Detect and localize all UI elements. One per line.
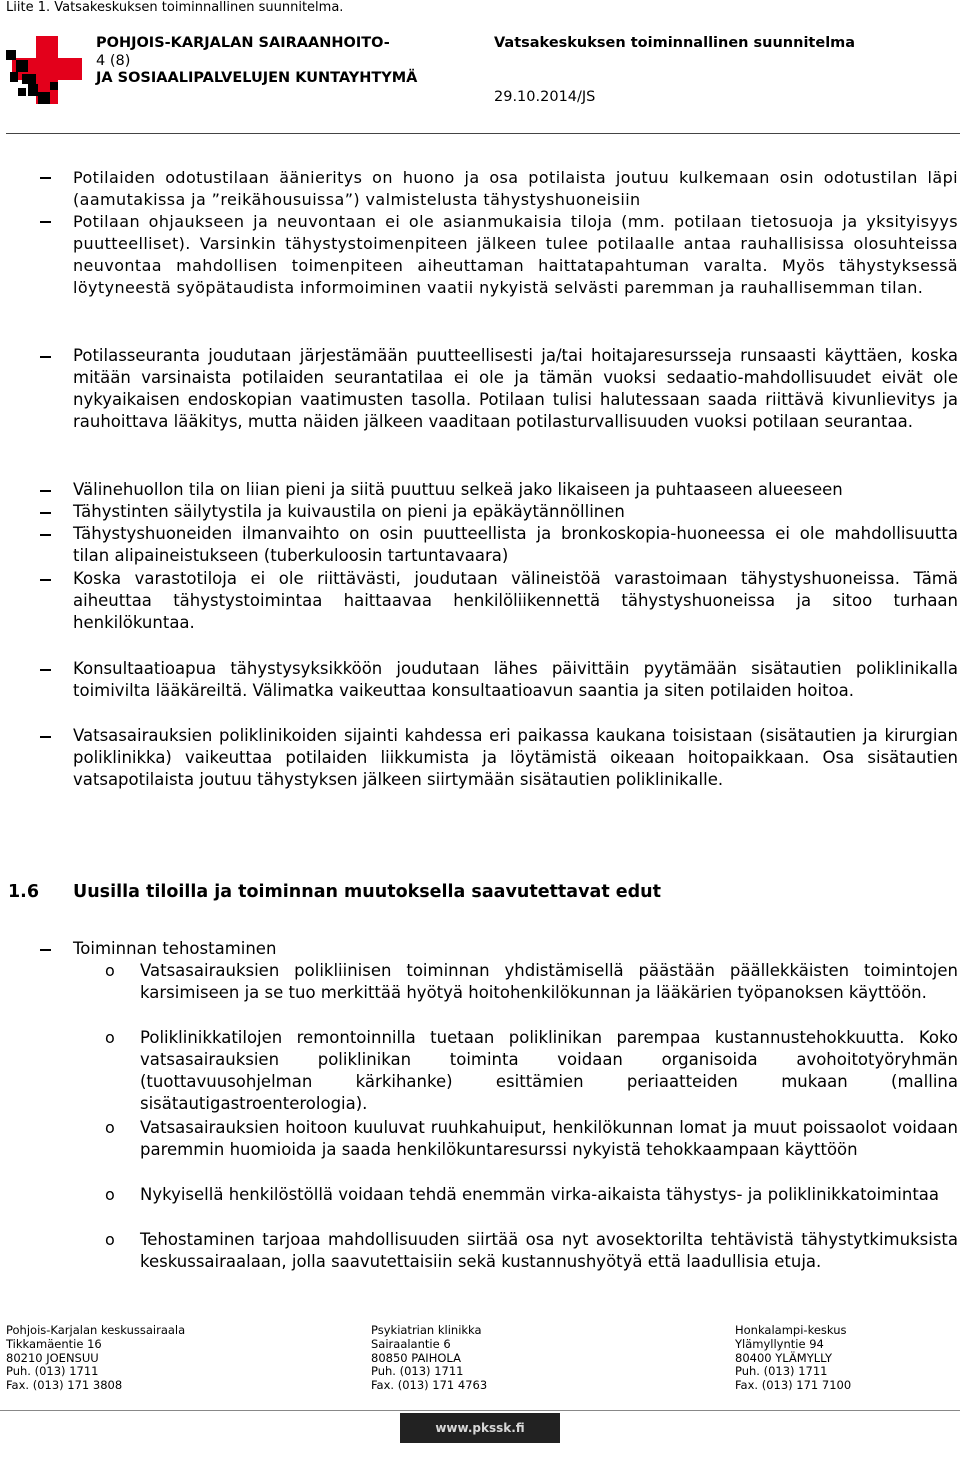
- dash-bullet: [40, 579, 51, 581]
- footer-line: Fax. (013) 171 7100: [735, 1378, 852, 1393]
- list-item: Potilaan ohjaukseen ja neuvontaan ei ole asianmukaisia tiloja (mm. potilaan tietosuoja ja yksityisyys puutteelliset). Varsinkin tähystystoimenpiteen jälkeen tulee potilaalle antaa rauhallisissa olosuhteissa neuvontaa mahdollisen toimenpiteen aiheuttaman haittatapahtuman varalta. Myös tähystyksessä löytyneestä syöpätaudista informoiminen vaatii nykyistä selvästi paremman ja rauhallisemman tilan.: [73, 212, 958, 297]
- footer-line: Ylämyllyntie 94: [735, 1336, 824, 1351]
- dash-bullet: [40, 490, 51, 492]
- dash-bullet: [40, 356, 51, 358]
- list-item: Potilaiden odotustilaan äänieritys on huono ja osa potilaista joutuu kulkemaan osin odotustilan läpi (aamutakissa ja ”reikähousuissa”) valmistelusta tähystyshuoneisiin: [73, 168, 958, 209]
- circle-bullet: o: [105, 961, 115, 980]
- sub-list-item: Vatsasairauksien hoitoon kuuluvat ruuhkahuiput, henkilökunnan lomat ja muut poissaolot voidaan paremmin huomioida ja saada henkilökuntaresurssi nykyistä tehokkaampaan käyttöön: [140, 1118, 958, 1159]
- section-number: 1.6: [8, 882, 40, 902]
- list-item: Potilasseuranta joudutaan järjestämään puutteellisesti ja/tai hoitajaresursseja runsaasti käyttäen, koska mitään varsinaista potilaiden seurantatilaa ei ole ja tämän vuoksi sedaatio-mahdollisuudet eivät ole nykyaikaisen endoskopian vaatimusten tasolla. Potilaan tulisi halutessaan saada riittävä kivunlievitys ja rauhoittava lääkitys, mutta näiden jälkeen vaaditaan potilasturvallisuuden vuoksi potilaan seurantaa.: [73, 346, 958, 431]
- footer-line: Fax. (013) 171 3808: [6, 1378, 123, 1393]
- list-item: Tähystinten säilytystila ja kuivaustila on pieni ja epäkäytännöllinen: [73, 502, 625, 521]
- footer-line: Sairaalantie 6: [371, 1336, 451, 1351]
- website-link[interactable]: www.pkssk.fi: [400, 1413, 560, 1443]
- dash-bullet: [40, 177, 51, 179]
- appendix-label: Liite 1. Vatsakeskuksen toiminnallinen suunnitelma.: [6, 0, 344, 15]
- dash-bullet: [40, 534, 51, 536]
- list-item: Vatsasairauksien poliklinikoiden sijainti kahdessa eri paikassa kaukana toisistaan (sisätautien ja kirurgian poliklinikka) vaikeuttaa potilaiden liikkumista ja löytämistä oikeaan hoitopaikkaan. Osa sisätautien vatsapotilaista joutuu tähystyksen jälkeen siirtymään sisätautien poliklinikalle.: [73, 726, 958, 789]
- footer-line: Pohjois-Karjalan keskussairaala: [6, 1323, 186, 1337]
- sub-list-item: Vatsasairauksien polikliinisen toiminnan yhdistämisellä päästään päällekkäisten toimintojen karsimiseen ja se tuo merkittää hyötyä hoitohenkilökunnan ja lääkärien työpanoksen käyttöön.: [140, 961, 958, 1002]
- footer-line: 80210 JOENSUU: [6, 1350, 99, 1365]
- list-item: Tähystyshuoneiden ilmanvaihto on osin puutteellista ja bronkoskopia-huoneessa ei ole mahdollisuutta tilan alipaineistukseen (tuberkuloosin tartuntavaara): [73, 524, 958, 565]
- dash-bullet: [40, 669, 51, 671]
- section-title: Uusilla tiloilla ja toiminnan muutoksella saavutettavat edut: [73, 882, 661, 902]
- header-divider: [6, 133, 960, 134]
- sub-list-item: Tehostaminen tarjoaa mahdollisuuden siirtää osa nyt avosektorilta tehtävistä tähystytkimuksista keskussairaalaan, jolla saavutettaisiin sekä kustannushyötyä että laadullisia etuja.: [140, 1230, 958, 1271]
- circle-bullet: o: [105, 1118, 115, 1137]
- footer-line: Honkalampi-keskus: [735, 1323, 847, 1337]
- footer-line: Puh. (013) 1711: [371, 1364, 464, 1379]
- footer-address-honkalampi: [735, 1324, 851, 1393]
- document-title: Vatsakeskuksen toiminnallinen suunnitelma: [494, 35, 856, 51]
- circle-bullet: o: [105, 1028, 115, 1047]
- benefits-heading: Toiminnan tehostaminen: [73, 939, 277, 958]
- footer-line: Psykiatrian klinikka: [371, 1323, 482, 1337]
- page-number: 4 (8): [96, 53, 131, 69]
- organization-name-line2: JA SOSIAALIPALVELUJEN KUNTAYHTYMÄ: [96, 70, 418, 86]
- footer-line: 80850 PAIHOLA: [371, 1350, 461, 1365]
- circle-bullet: o: [105, 1185, 115, 1204]
- dash-bullet: [40, 221, 51, 223]
- organization-name-line1: POHJOIS-KARJALAN SAIRAANHOITO-: [96, 35, 390, 51]
- list-item: Konsultaatioapua tähystysyksikköön joudutaan lähes päivittäin pyytämään sisätautien poliklinikalla toimivilta lääkäreiltä. Välimatka vaikeuttaa konsultaatioavun saantia ja siten potilaiden hoitoa.: [73, 659, 958, 700]
- hospital-district-logo: [6, 36, 82, 104]
- sub-list-item: Poliklinikkatilojen remontoinnilla tuetaan poliklinikan parempaa kustannustehokkuutta. Koko vatsasairauksien poliklinikan toiminta voidaan organisoida avohoitotyöryhmän (tuottavuusohjelman kärkihanke) esittämien periaatteiden mukaan (mallina sisätautigastroenterologia).: [140, 1028, 958, 1113]
- dash-bullet: [40, 949, 51, 951]
- list-item: Koska varastotiloja ei ole riittävästi, joudutaan välineistöä varastoimaan tähystyshuoneissa. Tämä aiheuttaa tähystystoimintaa haittaavaa henkilöliikennettä tähystyshuoneissa ja sitoo turhaan henkilökuntaa.: [73, 569, 958, 632]
- dash-bullet: [40, 736, 51, 738]
- circle-bullet: o: [105, 1230, 115, 1249]
- footer-line: Puh. (013) 1711: [735, 1364, 828, 1379]
- dash-bullet: [40, 512, 51, 514]
- footer-line: Puh. (013) 1711: [6, 1364, 99, 1379]
- footer-divider: [0, 1410, 960, 1411]
- footer-address-central-hospital: [6, 1324, 185, 1393]
- footer-address-psychiatry: [371, 1324, 487, 1393]
- footer-line: Tikkamäentie 16: [6, 1336, 102, 1351]
- list-item: Välinehuollon tila on liian pieni ja siitä puuttuu selkeä jako likaiseen ja puhtaaseen alueeseen: [73, 480, 843, 499]
- footer-line: Fax. (013) 171 4763: [371, 1378, 488, 1393]
- footer-line: 80400 YLÄMYLLY: [735, 1350, 833, 1365]
- sub-list-item: Nykyisellä henkilöstöllä voidaan tehdä enemmän virka-aikaista tähystys- ja poliklinikkatoimintaa: [140, 1185, 940, 1204]
- document-date: 29.10.2014/JS: [494, 89, 596, 105]
